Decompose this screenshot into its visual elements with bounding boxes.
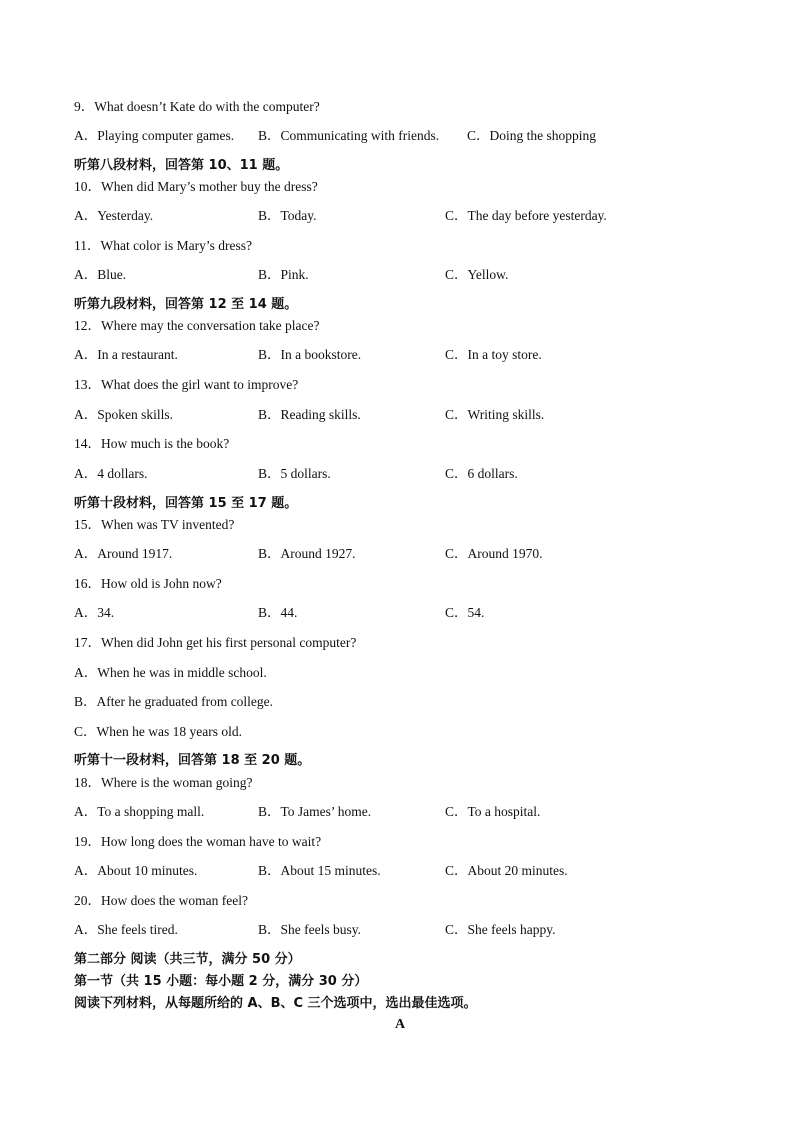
section-heading: 听第十一段材料，回答第 18 至 20 题。 <box>74 753 311 768</box>
question-13: 13．What does the girl want to improve? <box>74 377 299 392</box>
question-18: 18．Where is the woman going? <box>74 775 253 790</box>
instructions: 阅读下列材料，从每题所给的 A、B、C 三个选项中，选出最佳选项。 <box>74 996 477 1011</box>
section-heading: 听第十段材料，回答第 15 至 17 题。 <box>74 496 298 511</box>
option-a: A．Blue. <box>74 267 127 282</box>
option-c: C．Yellow. <box>445 267 509 282</box>
option-b: B．In a bookstore. <box>258 347 362 362</box>
option-b: B．Around 1927. <box>258 546 356 561</box>
option-c: C．In a toy store. <box>445 347 542 362</box>
question-15: 15．When was TV invented? <box>74 517 235 532</box>
option-c: C．When he was 18 years old. <box>74 724 242 739</box>
option-a: A．When he was in middle school. <box>74 665 267 680</box>
option-b: B．5 dollars. <box>258 466 331 481</box>
option-b: B．After he graduated from college. <box>74 694 274 709</box>
option-b: B．Pink. <box>258 267 309 282</box>
section-heading: 第一节（共 15 小题：每小题 2 分，满分 30 分） <box>74 974 368 989</box>
question-12: 12．Where may the conversation take place? <box>74 318 320 333</box>
option-b: B．To James’ home. <box>258 804 372 819</box>
option-c: C．54. <box>445 605 485 620</box>
option-a: A．To a shopping mall. <box>74 804 205 819</box>
option-b: B．She feels busy. <box>258 922 361 937</box>
option-a: A．About 10 minutes. <box>74 863 198 878</box>
part-heading: 第二部分 阅读（共三节，满分 50 分） <box>74 952 301 967</box>
option-c: C．She feels happy. <box>445 922 556 937</box>
option-a: A．In a restaurant. <box>74 347 178 362</box>
option-a: A．34. <box>74 605 115 620</box>
section-heading: 听第九段材料，回答第 12 至 14 题。 <box>74 297 298 312</box>
option-a: A．She feels tired. <box>74 922 178 937</box>
section-heading: 听第八段材料，回答第 10、11 题。 <box>74 158 289 173</box>
question-20: 20．How does the woman feel? <box>74 893 248 908</box>
question-14: 14．How much is the book? <box>74 436 230 451</box>
question-17: 17．When did John get his first personal computer? <box>74 635 357 650</box>
question-10: 10．When did Mary’s mother buy the dress? <box>74 179 318 194</box>
option-a: A．Playing computer games. <box>74 128 235 143</box>
question-19: 19．How long does the woman have to wait? <box>74 834 322 849</box>
option-c: C．The day before yesterday. <box>445 208 607 223</box>
option-c: C．About 20 minutes. <box>445 863 568 878</box>
option-c: C．Doing the shopping <box>467 128 597 143</box>
option-c: C．6 dollars. <box>445 466 518 481</box>
question-16: 16．How old is John now? <box>74 576 222 591</box>
option-c: C．To a hospital. <box>445 804 541 819</box>
option-c: C．Writing skills. <box>445 407 545 422</box>
option-a: A．4 dollars. <box>74 466 148 481</box>
option-a: A．Yesterday. <box>74 208 154 223</box>
question-9: 9．What doesn’t Kate do with the computer? <box>74 99 320 114</box>
question-11: 11．What color is Mary’s dress? <box>74 238 252 253</box>
option-b: B．About 15 minutes. <box>258 863 381 878</box>
passage-label: A <box>394 1017 406 1032</box>
option-b: B．Reading skills. <box>258 407 361 422</box>
option-b: B．44. <box>258 605 298 620</box>
option-c: C．Around 1970. <box>445 546 543 561</box>
option-a: A．Around 1917. <box>74 546 173 561</box>
option-a: A．Spoken skills. <box>74 407 174 422</box>
option-b: B．Communicating with friends. <box>258 128 440 143</box>
option-b: B．Today. <box>258 208 317 223</box>
